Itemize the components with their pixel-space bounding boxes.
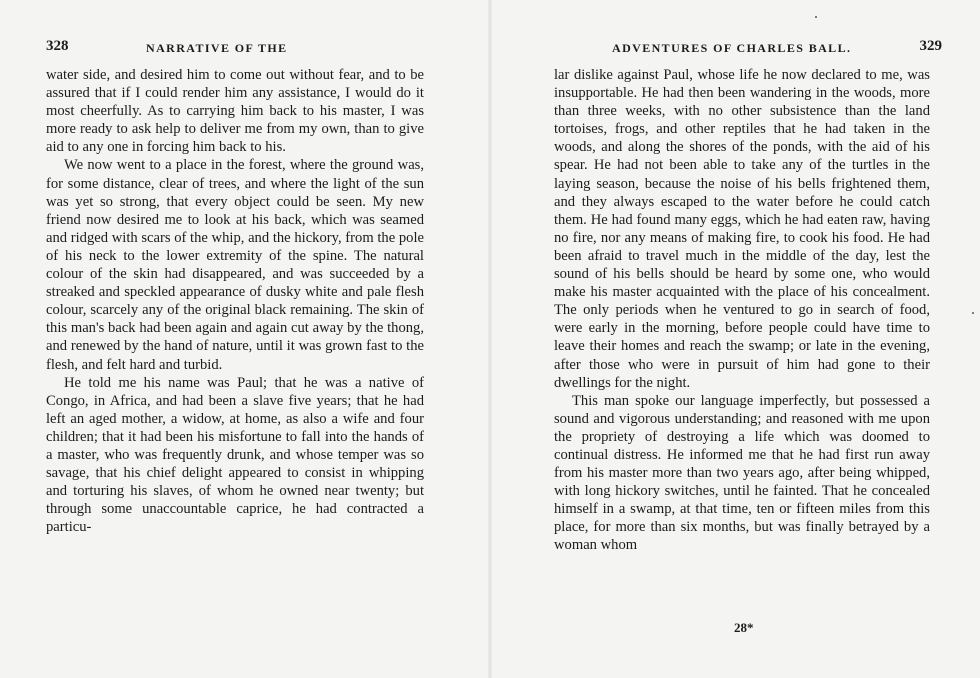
left-running-title: NARRATIVE OF THE: [146, 41, 288, 55]
left-running-head: [46, 40, 426, 58]
right-running-title: ADVENTURES OF CHARLES BALL.: [612, 41, 852, 55]
paragraph: lar dislike against Paul, whose life he now declared to me, was insupportable. He had then been wandering in the woods, more than three weeks, with no other subsistence than the land tortoises, frogs, and other reptiles that he had taken in the woods, and along the shores of the ponds, with the aid of his spear. He had not been able to take any of the turtles in the laying season, because the noise of his bells frightened them, and they always escaped to the water before he could catch them. He had found many eggs, which he had eaten raw, having no fire, nor any means of making fire, to cook his food. He had been afraid to travel much in the middle of the day, lest the sound of his bells should be heard by some one, who would make his master acquainted with the place of his concealment. The only periods when he ventured to go in search of food, were early in the morning, before people could have time to leave their homes and reach the swamp; or late in the evening, after those who were in pursuit of him had gone to their dwellings for the night.: [554, 67, 930, 391]
right-page-text: [554, 66, 930, 555]
paragraph: This man spoke our language imperfectly, but possessed a sound and vigorous understanding; and reasoned with me upon the propriety of destroying a life which was doomed to continual distress. He informed me that he had first run away from his master more than two years ago, after being whipped, with long hickory switches, until he fainted. That he concealed himself in a swamp, at that time, ten or fifteen miles from this place, for more than six months, but was finally betrayed by a woman whom: [554, 392, 930, 554]
scan-speck: [815, 16, 817, 18]
left-page-number: 328: [46, 38, 69, 54]
signature-mark: 28*: [734, 620, 754, 635]
paragraph: He told me his name was Paul; that he was a native of Congo, in Africa, and had been a slave five years; that he had left an aged mother, a widow, at home, as also a wife and four children; that it had been his misfortune to fall into the hands of a master, who was frequently drunk, and whose temper was so savage, that his chief delight appeared to consist in whipping and torturing his slaves, of whom he owned near twenty; but through some unaccountable caprice, he had contracted a particu-: [46, 374, 424, 536]
right-page-number: 329: [919, 38, 942, 54]
right-page: [490, 0, 980, 678]
paragraph: water side, and desired him to come out without fear, and to be assured that if I could render him any assistance, I would do it most cheerfully. As to carrying him back to his master, I was more ready to ask help to deliver me from my own, than to give aid to any one in forcing him back to his.: [46, 67, 424, 156]
scan-speck: [972, 312, 974, 314]
right-running-head: [550, 38, 942, 58]
left-page-text: [46, 66, 424, 536]
paragraph: We now went to a place in the forest, where the ground was, for some distance, clear of trees, and where the light of the sun was yet so strong, that every object could be seen. My new friend now desired me to look at his back, which was seamed and ridged with scars of the whip, and the hickory, from the pole of his neck to the lower extremity of the spine. The natural colour of the skin had disappeared, and was succeeded by a streaked and speckled appearance of dusky white and pale flesh colour, scarcely any of the original black remaining. The skin of this man's back had been again and again cut away by the thong, and renewed by the hand of nature, until it was grown fast to the flesh, and felt hard and turbid.: [46, 157, 424, 373]
